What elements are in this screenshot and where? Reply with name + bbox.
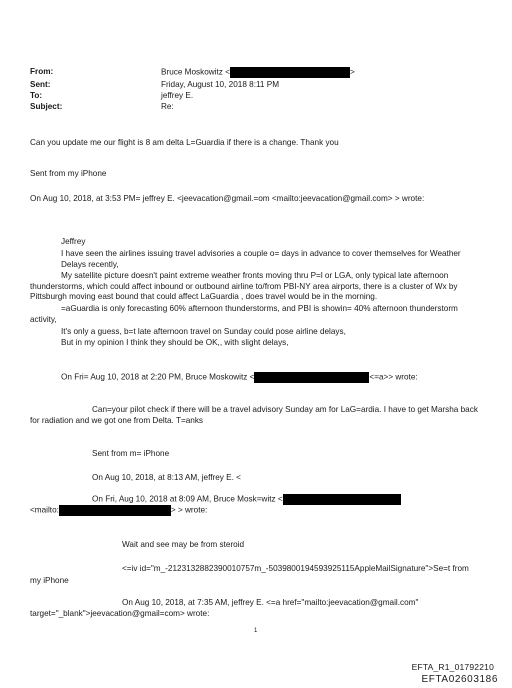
from-value <box>161 67 355 78</box>
quote-fri-8-09-text: On Fri, Aug 10, 2018 at 8:09 AM, Bruce Mosk=witz < <box>92 494 283 504</box>
sent-value: Friday, August 10, 2018 8:11 PM <box>161 80 280 89</box>
quote-pilot-check-text: Can=your pilot check if there will be a travel advisory Sunday am for LaG=ardia. I have to get Marsha back for radiation and we got one from Delta. T=anks <box>30 405 478 425</box>
body-line-sent-from: Sent from my iPhone <box>30 169 107 178</box>
body-line-quote-header: On Aug 10, 2018, at 3:53 PM= jeffrey E. <jeevacation@gmail.=om <mailto:jeevacation@gmail.com> > wrote: <box>30 194 425 203</box>
redaction-block <box>59 505 171 516</box>
quote-my-iphone: my iPhone <box>30 576 69 585</box>
quote-pilot-check <box>30 405 485 426</box>
quote-fri-2-20-text: On Fri= Aug 10, 2018 at 2:20 PM, Bruce Moskowitz < <box>61 372 255 382</box>
quote-mailto-text: <mailto: <box>30 505 59 515</box>
to-value: jeffrey E. <box>161 91 194 100</box>
footer-id-secondary: EFTA02603186 <box>421 674 498 685</box>
quote-aug-10-8-13: On Aug 10, 2018, at 8:13 AM, jeffrey E. < <box>92 473 241 482</box>
paragraph-forecast <box>30 304 485 325</box>
quote-target-blank: target="_blank">jeevacation@gmail=com> wrote: <box>30 609 210 618</box>
quote-aug-10-7-35: On Aug 10, 2018, at 7:35 AM, jeffrey E. <=a href="mailto:jeevacation@gmail.com" <box>122 598 419 607</box>
redaction-block <box>283 494 401 505</box>
quote-fri-2-20 <box>61 372 418 383</box>
paragraph-satellite <box>30 271 485 303</box>
quote-mailto <box>30 505 207 516</box>
footer-id-primary: EFTA_R1_01792210 <box>411 662 494 672</box>
paragraph-guess: It's only a guess, b=t late afternoon travel on Sunday could pose airline delays, <box>61 327 346 336</box>
paragraph-satellite-text: My satellite picture doesn't paint extreme weather fronts moving thru P=l or LGA, only typical late afternoon thunderstorms, which could affect inbound or outbound airline to/from PBI-NY area airports, there is a cluster of Wx by Pittsburgh moving east bound that could affect LaGuardia , does travel would be in the morning. <box>30 271 458 302</box>
from-value-text: Bruce Moskowitz < <box>161 67 230 77</box>
to-label: To: <box>30 91 43 100</box>
subject-value: Re: <box>161 102 174 111</box>
jeffrey-greeting: Jeffrey <box>61 237 86 246</box>
sent-label: Sent: <box>30 80 51 89</box>
quote-fri-2-20-tail: <=a>> wrote: <box>369 372 418 382</box>
quote-steroid: Wait and see may be from steroid <box>122 540 245 549</box>
redaction-block <box>230 67 350 78</box>
body-line-flight: Can you update me our flight is 8 am delta L=Guardia if there is a change. Thank you <box>30 138 339 147</box>
quote-sent-from: Sent from m= iPhone <box>92 449 170 458</box>
paragraph-forecast-text: =aGuardia is only forecasting 60% afternoon thunderstorms, and PBI is showin= 40% afternoon thunderstorm activity, <box>30 304 458 324</box>
paragraph-opinion: But in my opinion I think they should be OK,, with slight delays, <box>61 338 289 347</box>
quote-fri-8-09 <box>92 494 401 505</box>
quote-mailto-tail: > > wrote: <box>170 505 208 515</box>
redaction-block <box>254 372 369 383</box>
from-value-close: > <box>349 67 355 77</box>
paragraph-advisories-text: I have seen the airlines issuing travel advisories a couple o= days in advance to cover themselves for Weather Delays recently, <box>61 249 461 269</box>
paragraph-advisories <box>61 249 481 270</box>
quote-div-signature: <=iv id="m_-2123132882390010757m_-5039800194593925115AppleMailSignature">Se=t from <box>122 564 469 573</box>
page-number: 1 <box>254 628 258 634</box>
subject-label: Subject: <box>30 102 63 111</box>
from-label: From: <box>30 67 54 76</box>
